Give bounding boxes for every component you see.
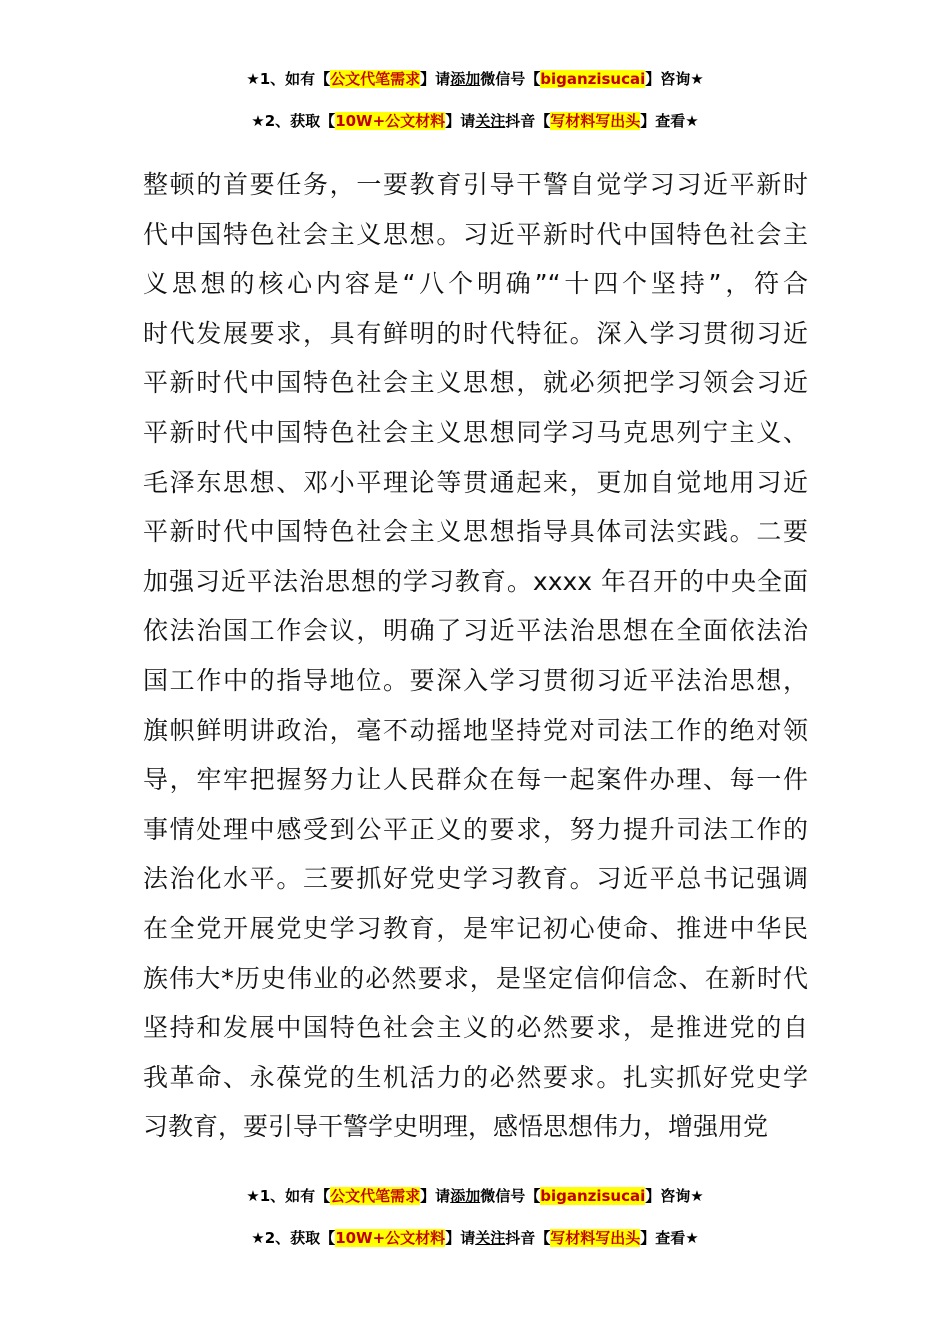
footer-add-underline: 添加 bbox=[450, 1187, 481, 1205]
header-add-underline: 添加 bbox=[450, 70, 481, 88]
footer-line-1-mid2: 微信号【 bbox=[480, 1187, 541, 1205]
body-line: 义思想的核心内容是“八个明确”“十四个坚持”，符合 bbox=[143, 269, 808, 299]
footer-douyin-account: 写材料写出头 bbox=[550, 1229, 641, 1247]
body-line: 整顿的首要任务，一要教育引导干警自觉学习习近平新时 bbox=[143, 170, 808, 199]
body-line: 坚持和发展中国特色社会主义的必然要求，是推进党的自 bbox=[143, 1013, 808, 1043]
footer-line-2-suffix: 】查看★ bbox=[640, 1229, 699, 1247]
body-line: 依法治国工作会议，明确了习近平法治思想在全面依法治 bbox=[143, 616, 808, 646]
footer-follow-underline: 关注 bbox=[475, 1229, 506, 1247]
footer-line-1-prefix: ★1、如有【 bbox=[246, 1187, 331, 1205]
header-douyin-account: 写材料写出头 bbox=[550, 112, 641, 130]
body-line: 平新时代中国特色社会主义思想指导具体司法实践。二要 bbox=[143, 517, 808, 547]
footer-line-1-mid: 】请 bbox=[420, 1187, 451, 1205]
header-line-2-mid: 】请 bbox=[445, 112, 476, 130]
header-line-1-mid2: 微信号【 bbox=[480, 70, 541, 88]
footer-line-2 bbox=[0, 1227, 950, 1249]
document-body bbox=[143, 160, 808, 1152]
body-line: 加强习近平法治思想的学习教育。xxxx 年召开的中央全面 bbox=[143, 566, 808, 596]
footer-service-highlight: 公文代笔需求 bbox=[330, 1187, 421, 1205]
body-line: 法治化水平。三要抓好党史学习教育。习近平总书记强调 bbox=[143, 864, 808, 894]
header-banner bbox=[0, 68, 950, 132]
body-line: 事情处理中感受到公平正义的要求，努力提升司法工作的 bbox=[143, 814, 808, 844]
body-line: 习教育，要引导干警学史明理，感悟思想伟力，增强用党 bbox=[143, 1112, 769, 1142]
header-line-2-suffix: 】查看★ bbox=[640, 112, 699, 130]
footer-wechat-id: biganzisucai bbox=[540, 1187, 646, 1205]
body-line: 时代发展要求，具有鲜明的时代特征。深入学习贯彻习近 bbox=[143, 318, 808, 348]
header-line-2 bbox=[0, 110, 950, 132]
footer-materials-highlight: 10W+公文材料 bbox=[335, 1229, 446, 1247]
footer-line-2-mid: 】请 bbox=[445, 1229, 476, 1247]
footer-banner bbox=[0, 1185, 950, 1249]
body-line: 旗帜鲜明讲政治，毫不动摇地坚持党对司法工作的绝对领 bbox=[143, 715, 808, 745]
header-line-1-suffix: 】咨询★ bbox=[645, 70, 704, 88]
body-line: 我革命、永葆党的生机活力的必然要求。扎实抓好党史学 bbox=[143, 1062, 808, 1092]
header-line-1 bbox=[0, 68, 950, 90]
footer-line-2-prefix: ★2、获取【 bbox=[251, 1229, 336, 1247]
footer-line-1 bbox=[0, 1185, 950, 1207]
header-line-1-mid: 】请 bbox=[420, 70, 451, 88]
body-line: 代中国特色社会主义思想。习近平新时代中国特色社会主 bbox=[143, 219, 808, 249]
header-line-1-prefix: ★1、如有【 bbox=[246, 70, 331, 88]
header-follow-underline: 关注 bbox=[475, 112, 506, 130]
header-line-2-mid2: 抖音【 bbox=[505, 112, 551, 130]
body-line: 导，牢牢把握努力让人民群众在每一起案件办理、每一件 bbox=[143, 765, 808, 795]
body-line: 毛泽东思想、邓小平理论等贯通起来，更加自觉地用习近 bbox=[143, 467, 808, 497]
header-wechat-id: biganzisucai bbox=[540, 70, 646, 88]
body-line: 在全党开展党史学习教育，是牢记初心使命、推进中华民 bbox=[143, 913, 808, 943]
footer-line-1-suffix: 】咨询★ bbox=[645, 1187, 704, 1205]
header-line-2-prefix: ★2、获取【 bbox=[251, 112, 336, 130]
footer-line-2-mid2: 抖音【 bbox=[505, 1229, 551, 1247]
header-materials-highlight: 10W+公文材料 bbox=[335, 112, 446, 130]
body-line: 平新时代中国特色社会主义思想同学习马克思列宁主义、 bbox=[143, 417, 808, 447]
header-service-highlight: 公文代笔需求 bbox=[330, 70, 421, 88]
body-line: 平新时代中国特色社会主义思想，就必须把学习领会习近 bbox=[143, 368, 808, 398]
body-line: 族伟大*历史伟业的必然要求，是坚定信仰信念、在新时代 bbox=[143, 963, 808, 993]
body-line: 国工作中的指导地位。要深入学习贯彻习近平法治思想， bbox=[143, 665, 808, 695]
